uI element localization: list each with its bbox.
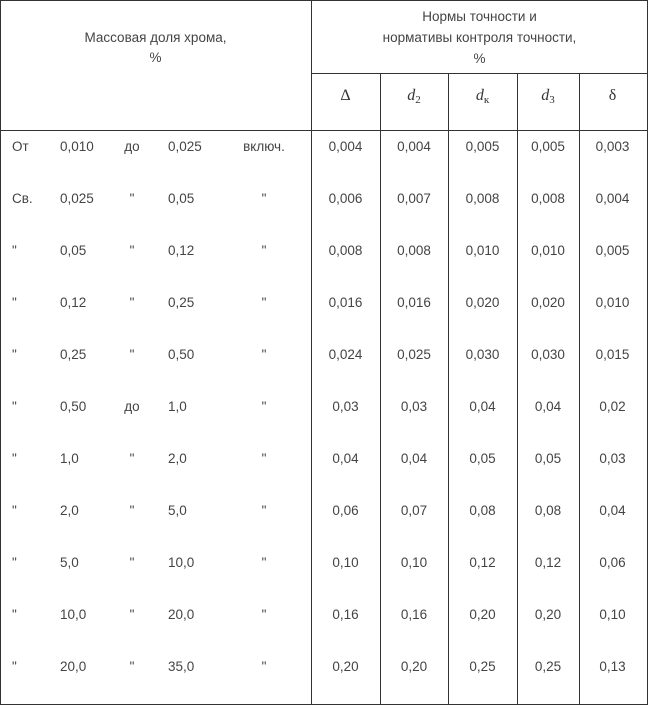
range-from: 2,0: [60, 503, 79, 518]
range-prefix: ": [12, 607, 17, 622]
range-prefix: ": [12, 243, 17, 258]
value-cell: 0,006: [328, 191, 363, 206]
value-cell: 0,004: [397, 139, 431, 154]
range-to-word: ": [129, 191, 135, 206]
range-from: 1,0: [60, 451, 79, 466]
range-prefix: ": [12, 295, 17, 310]
subheader-line: [311, 73, 648, 74]
value-cell: 0,020: [531, 295, 565, 310]
value-cell: 0,04: [400, 451, 428, 466]
range-from: 10,0: [60, 607, 87, 622]
range-to: 0,025: [168, 139, 202, 154]
value-cell: 0,05: [534, 451, 562, 466]
value-cell: 0,003: [595, 139, 630, 154]
symbol-subscript: 3: [549, 94, 555, 106]
range-to-word: ": [129, 607, 135, 622]
value-cell: 0,25: [534, 659, 562, 674]
value-cell: 0,06: [599, 555, 626, 570]
value-cell: 0,008: [465, 191, 500, 206]
range-from: 5,0: [60, 555, 79, 570]
range-to-word: ": [129, 243, 135, 258]
value-cell: 0,25: [469, 659, 496, 674]
range-to: 2,0: [168, 451, 187, 466]
value-cell: 0,020: [465, 295, 500, 310]
symbol-header: [380, 88, 448, 108]
value-cell: 0,010: [531, 243, 565, 258]
value-cell: 0,20: [469, 607, 496, 622]
value-cell: 0,10: [400, 555, 428, 570]
range-inclusive: ": [261, 243, 267, 258]
range-from: 0,010: [60, 139, 94, 154]
header-bottom-line: [0, 130, 648, 131]
value-cell: 0,20: [400, 659, 428, 674]
range-to: 0,25: [168, 295, 195, 310]
value-cell: 0,04: [534, 399, 562, 414]
range-inclusive: ": [261, 659, 267, 674]
range-to: 10,0: [168, 555, 195, 570]
value-cell: 0,05: [469, 451, 496, 466]
symbol-base: d: [475, 87, 484, 104]
range-prefix: От: [12, 139, 29, 154]
value-cell: 0,025: [397, 347, 431, 362]
range-inclusive: ": [261, 347, 267, 362]
range-to-word: ": [129, 295, 135, 310]
right-header-title: Нормы точности и: [422, 9, 537, 24]
range-to-word: ": [129, 555, 135, 570]
value-cell: 0,015: [595, 347, 630, 362]
symbol-header: [517, 88, 579, 108]
range-from: 20,0: [60, 659, 87, 674]
value-cell: 0,005: [465, 139, 500, 154]
value-cell: 0,20: [534, 607, 562, 622]
value-cell: 0,07: [400, 503, 428, 518]
value-cell: 0,004: [595, 191, 630, 206]
value-cell: 0,04: [469, 399, 496, 414]
symbol-base: d: [407, 87, 416, 104]
range-inclusive: ": [261, 191, 267, 206]
range-to: 0,12: [168, 243, 195, 258]
left-header-unit: %: [149, 50, 162, 65]
value-cell: 0,06: [332, 503, 359, 518]
symbol-base: Δ: [340, 87, 351, 104]
symbol-base: d: [541, 87, 550, 104]
range-prefix: ": [12, 659, 17, 674]
range-prefix: ": [12, 555, 17, 570]
value-cell: 0,004: [328, 139, 363, 154]
value-cell: 0,010: [465, 243, 500, 258]
value-cell: 0,04: [599, 503, 626, 518]
value-cell: 0,08: [534, 503, 562, 518]
right-header-subtitle: нормативы контроля точности,: [382, 30, 577, 45]
symbol-base: δ: [608, 87, 617, 104]
range-inclusive: ": [261, 451, 267, 466]
value-cell: 0,03: [332, 399, 359, 414]
value-cell: 0,008: [328, 243, 363, 258]
value-cell: 0,016: [397, 295, 431, 310]
range-prefix: ": [12, 503, 17, 518]
range-inclusive: ": [261, 503, 267, 518]
range-prefix: ": [12, 399, 17, 414]
range-to-word: до: [124, 399, 140, 414]
value-cell: 0,005: [531, 139, 565, 154]
range-prefix: Св.: [12, 191, 33, 206]
range-prefix: ": [12, 451, 17, 466]
value-cell: 0,20: [332, 659, 359, 674]
value-cell: 0,016: [328, 295, 363, 310]
symbol-subscript: 2: [415, 94, 421, 106]
range-from: 0,25: [60, 347, 87, 362]
range-to: 0,50: [168, 347, 195, 362]
value-cell: 0,03: [599, 451, 626, 466]
value-cell: 0,024: [328, 347, 363, 362]
value-cell: 0,008: [531, 191, 565, 206]
value-cell: 0,16: [400, 607, 428, 622]
value-cell: 0,16: [332, 607, 359, 622]
value-cell: 0,10: [599, 607, 626, 622]
value-cell: 0,030: [531, 347, 565, 362]
value-cell: 0,005: [595, 243, 630, 258]
value-cell: 0,08: [469, 503, 496, 518]
value-cell: 0,03: [400, 399, 428, 414]
range-inclusive: включ.: [243, 139, 285, 154]
range-inclusive: ": [261, 295, 267, 310]
range-to-word: до: [124, 139, 140, 154]
range-to: 1,0: [168, 399, 187, 414]
value-cell: 0,04: [332, 451, 359, 466]
range-from: 0,025: [60, 191, 94, 206]
value-cell: 0,010: [595, 295, 630, 310]
range-from: 0,12: [60, 295, 87, 310]
symbol-header: [311, 88, 380, 104]
range-to-word: ": [129, 659, 135, 674]
range-to-word: ": [129, 347, 135, 362]
value-cell: 0,030: [465, 347, 500, 362]
range-from: 0,05: [60, 243, 87, 258]
range-to: 35,0: [168, 659, 195, 674]
range-inclusive: ": [261, 607, 267, 622]
range-from: 0,50: [60, 399, 87, 414]
range-inclusive: ": [261, 555, 267, 570]
value-cell: 0,10: [332, 555, 359, 570]
value-cell: 0,007: [397, 191, 431, 206]
value-cell: 0,02: [599, 399, 626, 414]
value-cell: 0,12: [534, 555, 562, 570]
range-to: 0,05: [168, 191, 195, 206]
value-cell: 0,13: [599, 659, 626, 674]
right-header-unit: %: [473, 51, 486, 66]
range-to-word: ": [129, 451, 135, 466]
range-to: 20,0: [168, 607, 195, 622]
symbol-subscript: к: [483, 94, 490, 106]
range-inclusive: ": [261, 399, 267, 414]
symbol-header: [579, 88, 646, 104]
symbol-header: [448, 88, 517, 108]
value-cell: 0,008: [397, 243, 431, 258]
range-to: 5,0: [168, 503, 187, 518]
left-header-title: Массовая доля хрома,: [84, 30, 227, 45]
value-cell: 0,12: [469, 555, 496, 570]
range-to-word: ": [129, 503, 135, 518]
range-prefix: ": [12, 347, 17, 362]
